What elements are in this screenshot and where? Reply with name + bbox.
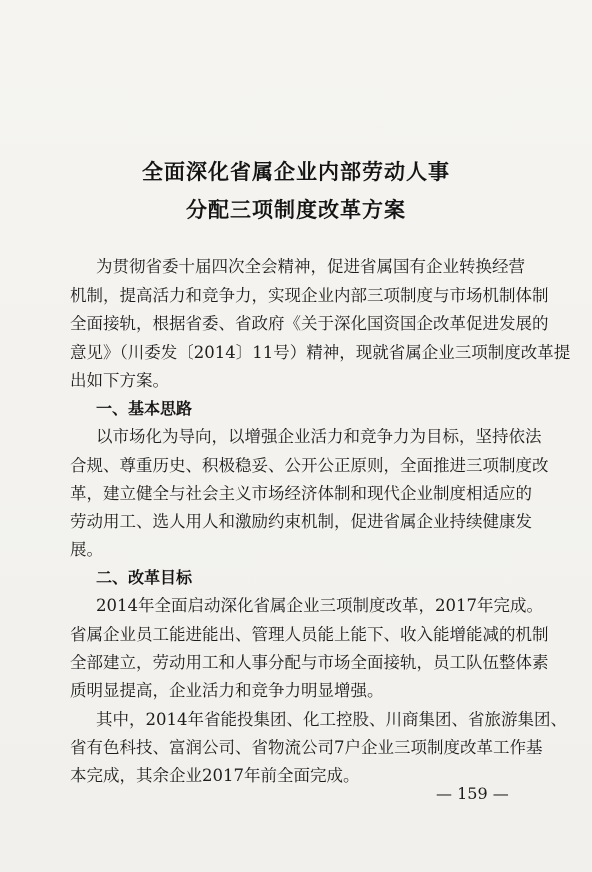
intro-line: 意见》（川委发〔2014〕11号）精神，现就省属企业三项制度改革提 [70,343,571,362]
intro-line: 为贯彻省委十届四次全会精神，促进省属国有企业转换经营 [96,257,525,276]
section2-para2-line: 其中，2014年省能投集团、化工控股、川商集团、省旅游集团、 [96,710,567,729]
document-title-line-2: 分配三项制度改革方案 [186,198,406,222]
document-title-line-1: 全面深化省属企业内部劳动人事 [142,160,450,184]
intro-line: 全面接轨，根据省委、省政府《关于深化国资国企改革促进发展的 [70,314,549,333]
section1-line: 展。 [70,540,103,559]
section-heading-basic-approach: 一、基本思路 [96,399,193,418]
section2-para1-line: 省属企业员工能进能出、管理人员能上能下、收入能增能减的机制 [70,625,549,644]
section2-para1-line: 全部建立，劳动用工和人事分配与市场全面接轨，员工队伍整体素 [70,653,549,672]
section1-line: 革，建立健全与社会主义市场经济体制和现代企业制度相适应的 [70,484,532,503]
section1-line: 合规、尊重历史、积极稳妥、公开公正原则，全面推进三项制度改 [70,456,549,475]
intro-line: 出如下方案。 [70,371,169,390]
intro-line: 机制，提高活力和竞争力，实现企业内部三项制度与市场机制体制 [70,286,549,305]
section2-para1-line: 质明显提高，企业活力和竞争力明显增强。 [70,681,384,700]
section2-para2-line: 本完成，其余企业2017年前全面完成。 [70,766,360,785]
section1-line: 劳动用工、选人用人和激励约束机制，促进省属企业持续健康发 [70,512,532,531]
page-number: — 159 — [436,784,509,803]
section1-line: 以市场化为导向，以增强企业活力和竞争力为目标，坚持依法 [96,427,542,446]
section2-para2-line: 省有色科技、富润公司、省物流公司7户企业三项制度改革工作基 [70,738,543,757]
section2-para1-line: 2014年全面启动深化省属企业三项制度改革，2017年完成。 [96,596,543,615]
section-heading-reform-goals: 二、改革目标 [96,568,193,587]
